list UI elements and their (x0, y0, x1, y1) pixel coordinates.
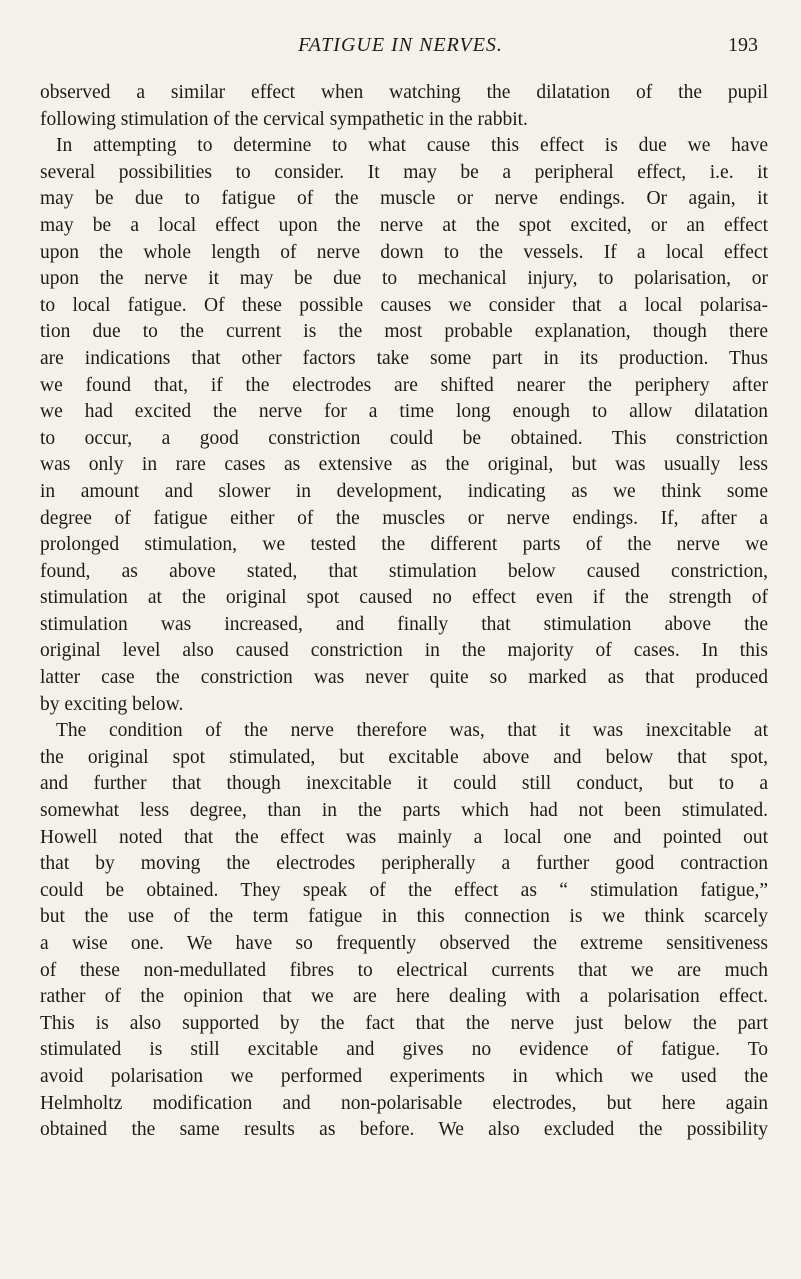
text-line: may be a local effect upon the nerve at the spot excited, or an effect (40, 214, 768, 236)
text-line: was only in rare cases as extensive as the original, but was usually less (40, 454, 768, 476)
text-line: avoid polarisation we performed experiments in which we used the (40, 1065, 768, 1087)
text-line: we had excited the nerve for a time long enough to allow dilatation (40, 401, 768, 423)
text-line: Helmholtz modification and non-polarisable electrodes, but here again (40, 1092, 768, 1114)
text-line: could be obtained. They speak of the effect as “ stimulation fatigue,” (40, 879, 768, 901)
text-line: rather of the opinion that we are here dealing with a polarisation effect. (40, 986, 768, 1008)
text-line: stimulation at the original spot caused no effect even if the strength of (40, 587, 768, 609)
text-line: by exciting below. (40, 693, 184, 715)
text-line: stimulated is still excitable and gives no evidence of fatigue. To (40, 1039, 768, 1061)
text-line: Howell noted that the effect was mainly a local one and pointed out (40, 826, 768, 848)
text-line: obtained the same results as before. We also excluded the possibility (40, 1119, 768, 1141)
text-line: latter case the constriction was never quite so marked as that produced (40, 667, 768, 689)
text-line: somewhat less degree, than in the parts which had not been stimulated. (40, 800, 768, 822)
text-line: tion due to the current is the most probable explanation, though there (40, 321, 768, 343)
text-line: stimulation was increased, and finally that stimulation above the (40, 613, 768, 635)
page-number: 193 (728, 34, 758, 56)
body-text (40, 80, 768, 1144)
text-line: that by moving the electrodes peripherally a further good contraction (40, 853, 768, 875)
text-line: In attempting to determine to what cause this effect is due we have (56, 135, 768, 157)
text-line: to occur, a good constriction could be obtained. This constriction (40, 427, 768, 449)
text-line: may be due to fatigue of the muscle or nerve endings. Or again, it (40, 188, 768, 210)
text-line: observed a similar effect when watching the dilatation of the pupil (40, 82, 768, 103)
text-line: original level also caused constriction in the majority of cases. In this (40, 640, 768, 662)
running-title: FATIGUE IN NERVES. (298, 34, 503, 56)
text-line: upon the nerve it may be due to mechanical injury, to polarisation, or (40, 268, 768, 290)
text-line: we found that, if the electrodes are shifted nearer the periphery after (40, 374, 768, 396)
text-line: several possibilities to consider. It may be a peripheral effect, i.e. it (40, 161, 768, 183)
text-line: The condition of the nerve therefore was, that it was inexcitable at (56, 720, 768, 742)
text-line: to local fatigue. Of these possible causes we consider that a local polarisa- (40, 294, 768, 316)
text-line: This is also supported by the fact that the nerve just below the part (40, 1012, 768, 1034)
text-line: the original spot stimulated, but excitable above and below that spot, (40, 746, 768, 768)
text-line: degree of fatigue either of the muscles or nerve endings. If, after a (40, 507, 768, 529)
text-line: prolonged stimulation, we tested the different parts of the nerve we (40, 534, 768, 556)
text-line: but the use of the term fatigue in this connection is we think scarcely (40, 906, 768, 928)
text-line: and further that though inexcitable it could still conduct, but to a (40, 773, 768, 795)
text-line: found, as above stated, that stimulation below caused constriction, (40, 560, 768, 582)
text-line: following stimulation of the cervical sympathetic in the rabbit. (40, 108, 528, 130)
text-line: are indications that other factors take some part in its production. Thus (40, 347, 768, 369)
text-line: of these non-medullated fibres to electrical currents that we are much (40, 959, 768, 981)
text-line: in amount and slower in development, indicating as we think some (40, 480, 768, 502)
text-line: a wise one. We have so frequently observed the extreme sensitiveness (40, 933, 768, 954)
running-head (0, 34, 801, 64)
text-line: upon the whole length of nerve down to the vessels. If a local effect (40, 241, 768, 263)
